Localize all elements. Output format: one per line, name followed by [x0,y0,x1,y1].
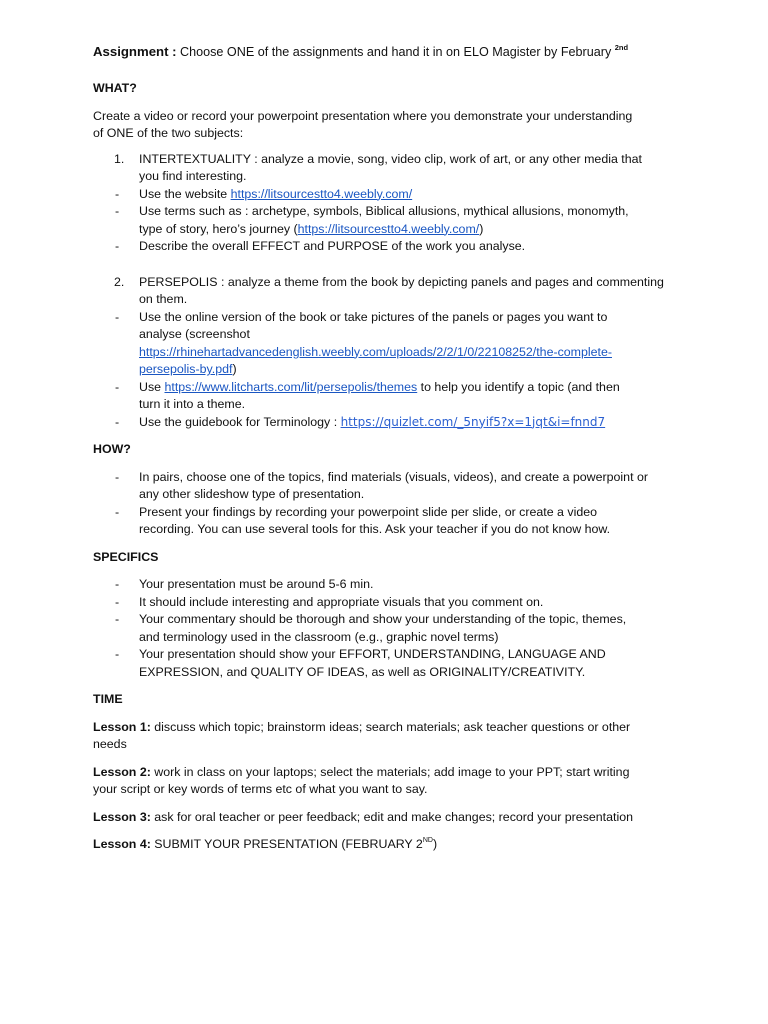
subject-2-number: 2. [114,274,125,289]
assignment-text: Choose ONE of the assignments and hand it in on ELO Magister by February [176,45,612,59]
specifics-bullet-visuals [93,594,693,612]
dash-marker: - [115,186,120,201]
how-bullet-present [93,504,693,539]
dash-marker: - [115,612,120,626]
dash-marker: - [115,647,120,661]
quizlet-link[interactable]: https://quizlet.com/_5nyif5?x=1jqt&i=fnnd7 [340,414,606,429]
litcharts-line-2: turn it into a theme. [139,397,246,411]
terms-line-2-suffix: ) [479,221,484,236]
litcharts-suffix: to help you identify a topic (and then [417,379,620,394]
subject-1-bullet-terms [93,203,693,238]
specifics-heading: SPECIFICS [93,549,159,564]
website-link[interactable]: https://litsourcestto4.weebly.com/ [230,186,413,201]
specifics-bullet-4-line-1: Your presentation should show your EFFORT, UNDERSTANDING, LANGUAGE AND [139,647,606,661]
lesson-1 [93,719,693,754]
dash-marker: - [115,204,120,218]
lesson-1-line-1: discuss which topic; brainstorm ideas; search materials; ask teacher questions or other [150,719,631,734]
lesson-3-label: Lesson 3: [93,809,151,824]
subject-2-bullet-guidebook [93,414,693,432]
persepolis-pdf-link-part-1[interactable]: https://rhinehartadvancedenglish.weebly.com/uploads/2/2/1/0/22108252/the-complete- [139,344,612,359]
lesson-4-sup: ND [422,837,433,844]
online-line-1: Use the online version of the book or take pictures of the panels or pages you want to [139,309,608,324]
subject-1 [93,151,693,186]
how-bullet-2-line-2: recording. You can use several tools for this. Ask your teacher if you do not know how. [139,522,611,536]
lesson-4-text: SUBMIT YOUR PRESENTATION (FEBRUARY 2 [150,837,423,851]
subject-1-bullet-website [93,186,693,204]
document-page [93,43,693,854]
assignment-label: Assignment : [93,44,177,59]
subject-2-bullet-litcharts [93,379,693,414]
specifics-bullet-1: Your presentation must be around 5-6 min. [139,577,374,591]
how-bullet-2-line-1: Present your findings by recording your powerpoint slide per slide, or create a video [139,504,598,519]
dash-marker: - [115,577,120,591]
persepolis-pdf-link-part-2[interactable]: persepolis-by.pdf [139,362,233,376]
website-prefix: Use the website [139,186,231,201]
online-line-2: analyse (screenshot [139,327,250,341]
terms-line-1: Use terms such as : archetype, symbols, Biblical allusions, mythical allusions, monomyth, [139,204,629,218]
dash-marker: - [115,414,120,429]
lesson-2-line-1: work in class on your laptops; select the materials; add image to your PPT; start writing [150,764,630,779]
lesson-4 [93,836,693,854]
dash-marker: - [115,309,120,324]
specifics-bullet-2: It should include interesting and appropriate visuals that you comment on. [139,594,544,609]
assignment-header [93,43,693,61]
subject-2-line-2: on them. [139,292,188,306]
dash-marker: - [115,379,120,394]
how-bullet-1-line-1: In pairs, choose one of the topics, find materials (visuals, videos), and create a powerpoint or [139,469,648,484]
subject-2-bullet-online [93,309,693,379]
assignment-date-sup: 2nd [614,43,629,52]
dash-marker: - [115,469,120,484]
guidebook-prefix: Use the guidebook for Terminology : [139,414,341,429]
what-heading: WHAT? [93,81,137,95]
dash-marker: - [115,239,120,253]
time-heading: TIME [93,692,123,706]
what-intro-line-2: of ONE of the two subjects: [93,126,244,140]
how-bullet-pairs [93,469,693,504]
terms-link[interactable]: https://litsourcestto4.weebly.com/ [297,221,480,236]
how-heading: HOW? [93,442,131,456]
lesson-4-suffix: ) [432,837,438,851]
subject-2 [93,274,693,309]
subject-1-line-2: you find interesting. [139,169,247,183]
lesson-2-label: Lesson 2: [93,764,151,779]
specifics-bullet-4-line-2: EXPRESSION, and QUALITY OF IDEAS, as well as ORIGINALITY/CREATIVITY. [139,664,586,679]
online-suffix: ) [232,362,237,376]
specifics-bullet-3-line-1: Your commentary should be thorough and show your understanding of the topic, themes, [139,612,627,626]
what-intro-line-1: Create a video or record your powerpoint presentation where you demonstrate your understanding [93,108,633,123]
lesson-2 [93,764,693,799]
subject-2-line-1: PERSEPOLIS : analyze a theme from the book by depicting panels and pages and commenting [139,274,664,289]
lesson-3 [93,809,693,827]
specifics-bullet-3-line-2: and terminology used in the classroom (e.g., graphic novel terms) [139,629,499,644]
what-intro [93,108,693,143]
specifics-bullet-commentary [93,611,693,646]
effect-text: Describe the overall EFFECT and PURPOSE of the work you analyse. [139,239,526,253]
how-bullet-1-line-2: any other slideshow type of presentation. [139,487,365,501]
lesson-1-label: Lesson 1: [93,719,151,734]
lesson-1-line-2: needs [93,737,127,751]
dash-marker: - [115,504,120,519]
lesson-3-text: ask for oral teacher or peer feedback; edit and make changes; record your presentation [150,809,633,824]
dash-marker: - [115,594,120,609]
specifics-bullet-effort [93,646,693,681]
subject-1-number: 1. [114,151,125,166]
specifics-bullet-length [93,576,693,594]
litcharts-link[interactable]: https://www.litcharts.com/lit/persepolis/themes [164,379,418,394]
subject-1-line-1: INTERTEXTUALITY : analyze a movie, song, video clip, work of art, or any other media that [139,151,642,166]
lesson-4-label: Lesson 4: [93,837,151,851]
terms-line-2-prefix: type of story, hero’s journey ( [139,221,298,236]
litcharts-prefix: Use [139,379,165,394]
subject-1-bullet-effect [93,238,693,256]
lesson-2-line-2: your script or key words of terms etc of what you want to say. [93,782,428,796]
